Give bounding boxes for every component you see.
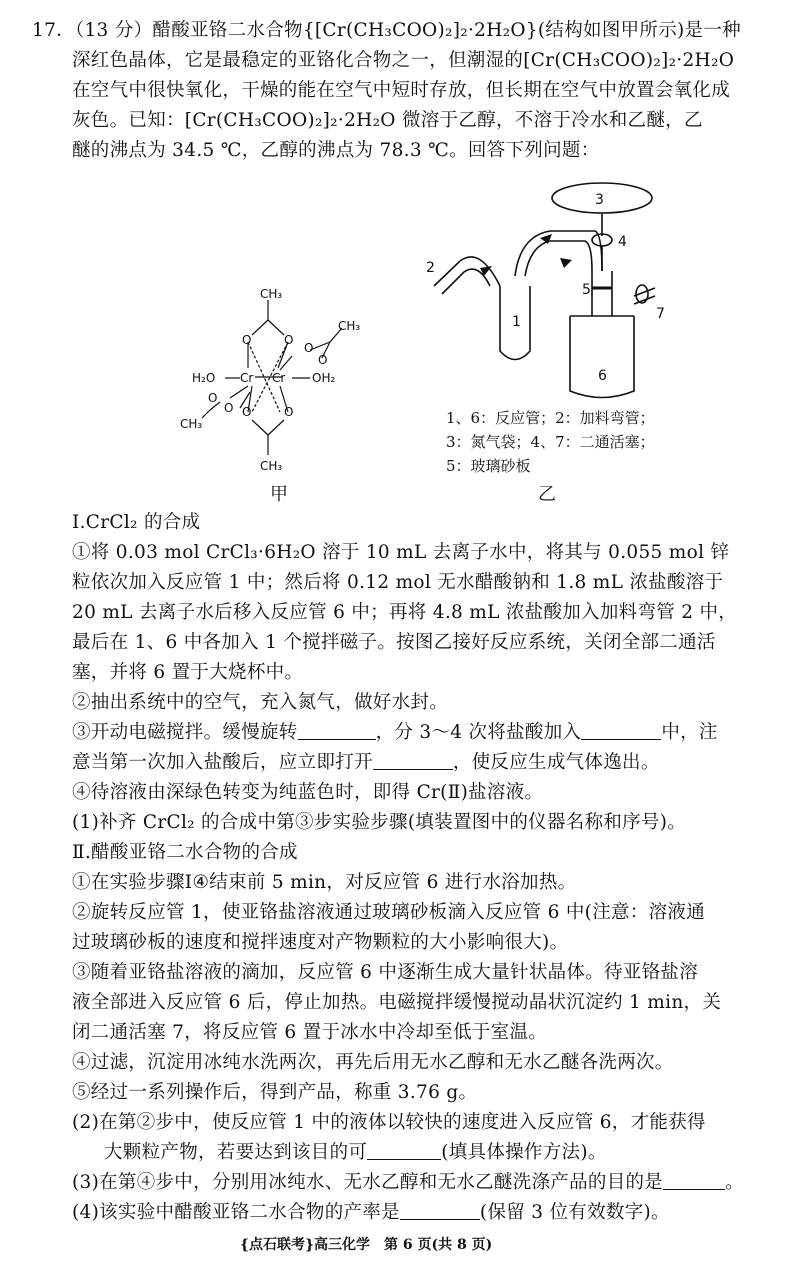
ch3-bottom-label: CH₃ <box>260 459 283 473</box>
oh2-label: OH₂ <box>312 371 336 385</box>
ch3-right-label: CH₃ <box>338 319 360 333</box>
label-6: 6 <box>598 368 607 384</box>
part1-line-3: 20 mL 去离子水后移入反应管 6 中；再将 4.8 mL 浓盐酸加入加料弯管 2 中， <box>72 602 738 623</box>
part1-line-5: 塞，并将 6 置于大烧杯中。 <box>72 662 304 683</box>
part1-line-4: 最后在 1、6 中各加入 1 个搅拌磁子。按图乙接好反应系统，关闭全部二通活 <box>72 632 716 653</box>
cr-right-label: Cr <box>272 371 286 385</box>
part1-line-2: 粒依次加入反应管 1 中；然后将 0.12 mol 无水醋酸钠和 1.8 mL 浓盐酸溶于 <box>72 572 724 593</box>
figure-yi-caption: 乙 <box>538 484 556 505</box>
question-3 <box>72 1168 744 1198</box>
figure-yi-legend-3: 5：玻璃砂板 <box>446 457 531 475</box>
step3-text-c: 中，注 <box>661 722 718 743</box>
q2-text-b: 大颗粒产物，若要达到该目的可 <box>104 1142 368 1163</box>
part2-line-7: ④过滤，沉淀用冰纯水洗两次，再先后用无水乙醇和无水乙醚各洗两次。 <box>72 1052 674 1073</box>
label-3: 3 <box>595 192 604 208</box>
ch3-top-label: CH₃ <box>260 287 283 301</box>
q2-text-c: (填具体操作方法)。 <box>441 1142 607 1163</box>
label-1: 1 <box>512 314 521 330</box>
label-4: 4 <box>618 234 627 250</box>
part2-line-2: ②旋转反应管 1，使亚铬盐溶液通过玻璃砂板滴入反应管 6 中(注意：溶液通 <box>72 902 706 923</box>
o-label: O <box>208 391 218 405</box>
ch3-left-label: CH₃ <box>180 417 203 431</box>
part1-step3-line-1 <box>72 718 718 748</box>
answer-blank-3[interactable] <box>373 749 453 770</box>
q3-text-b: 。 <box>725 1172 744 1193</box>
q4-text-b: (保留 3 位有效数字)。 <box>479 1202 670 1223</box>
structure-figure-jia <box>180 280 360 480</box>
h2o-label: H₂O <box>192 371 216 385</box>
o-label: O <box>224 401 234 415</box>
part1-line-1: ①将 0.03 mol CrCl₃·6H₂O 溶于 10 mL 去离子水中，将其与 0.055 mol 锌 <box>72 542 730 563</box>
stem-line-1: 17．（13 分）醋酸亚铬二水合物{[Cr(CH₃COO)₂]₂·2H₂O}(结构如图甲所示)是一种 <box>32 20 741 41</box>
o-label: O <box>242 333 252 347</box>
part2-line-8: ⑤经过一系列操作后，得到产品，称重 3.76 g。 <box>72 1082 478 1103</box>
part2-heading: Ⅱ.醋酸亚铬二水合物的合成 <box>72 842 298 863</box>
o-label: O <box>284 405 294 419</box>
o-label: O <box>284 333 294 347</box>
answer-blank-4[interactable] <box>367 1139 441 1160</box>
step3-text-e: ，使反应生成气体逸出。 <box>452 752 660 773</box>
stem-line-5: 醚的沸点为 34.5 ℃，乙醇的沸点为 78.3 ℃。回答下列问题： <box>72 140 600 161</box>
label-7: 7 <box>656 306 665 322</box>
step3-text-a: ③开动电磁搅拌。缓慢旋转 <box>72 722 298 743</box>
part2-line-1: ①在实验步骤Ⅰ④结束前 5 min，对反应管 6 进行水浴加热。 <box>72 872 577 893</box>
part2-line-3: 过玻璃砂板的速度和搅拌速度对产物颗粒的大小影响很大)。 <box>72 932 569 953</box>
figure-yi-legend-2: 3：氮气袋；4、7：二通活塞； <box>446 433 655 451</box>
part1-step3-line-2 <box>72 748 660 778</box>
question-1: (1)补齐 CrCl₂ 的合成中第③步实验步骤(填装置图中的仪器名称和序号)。 <box>72 812 687 833</box>
figure-jia-caption: 甲 <box>270 484 288 505</box>
page-footer: {点石联考}高三化学 第 6 页(共 8 页) <box>240 1237 493 1253</box>
answer-blank-2[interactable] <box>581 719 661 740</box>
cr-left-label: Cr <box>240 371 254 385</box>
stem-line-4: 灰色。已知：[Cr(CH₃COO)₂]₂·2H₂O 微溶于乙醇，不溶于冷水和乙醚，乙 <box>72 110 703 131</box>
part2-line-6: 闭二通活塞 7，将反应管 6 置于冰水中冷却至低于室温。 <box>72 1022 548 1043</box>
answer-blank-1[interactable] <box>298 719 376 740</box>
answer-blank-6[interactable] <box>400 1199 480 1220</box>
stem-line-3: 在空气中很快氧化，干燥的能在空气中短时存放，但长期在空气中放置会氧化成 <box>72 80 731 101</box>
o-label: O <box>242 405 252 419</box>
part1-heading: Ⅰ.CrCl₂ 的合成 <box>72 512 201 533</box>
part1-line-6: ②抽出系统中的空气，充入氮气，做好水封。 <box>72 692 449 713</box>
question-4 <box>72 1198 670 1228</box>
q3-text-a: (3)在第④步中，分别用冰纯水、无水乙醇和无水乙醚洗涤产品的目的是 <box>72 1172 664 1193</box>
o-label: O <box>304 341 314 355</box>
question-2-line-1: (2)在第②步中，使反应管 1 中的液体以较快的速度进入反应管 6，才能获得 <box>72 1112 706 1133</box>
label-2: 2 <box>426 260 435 276</box>
step3-text-d: 意当第一次加入盐酸后，应立即打开 <box>72 752 373 773</box>
part2-line-4: ③随着亚铬盐溶液的滴加，反应管 6 中逐渐生成大量针状晶体。待亚铬盐溶 <box>72 962 699 983</box>
o-label: O <box>318 353 328 367</box>
part1-step4: ④待溶液由深绿色转变为纯蓝色时，即得 Cr(Ⅱ)盐溶液。 <box>72 782 544 803</box>
figure-yi-legend-1: 1、6：反应管；2：加料弯管； <box>446 409 655 427</box>
stem-line-2: 深红色晶体，它是最稳定的亚铬化合物之一，但潮湿的[Cr(CH₃COO)₂]₂·2H₂O <box>72 50 735 71</box>
answer-blank-5[interactable] <box>663 1169 725 1190</box>
part2-line-5: 液全部进入反应管 6 后，停止加热。电磁搅拌缓慢搅动晶状沉淀约 1 min，关 <box>72 992 722 1013</box>
q4-text-a: (4)该实验中醋酸亚铬二水合物的产率是 <box>72 1202 400 1223</box>
label-5: 5 <box>582 282 591 298</box>
apparatus-figure-yi <box>420 176 670 406</box>
question-2-line-2 <box>104 1138 607 1168</box>
step3-text-b: ，分 3～4 次将盐酸加入 <box>375 722 582 743</box>
